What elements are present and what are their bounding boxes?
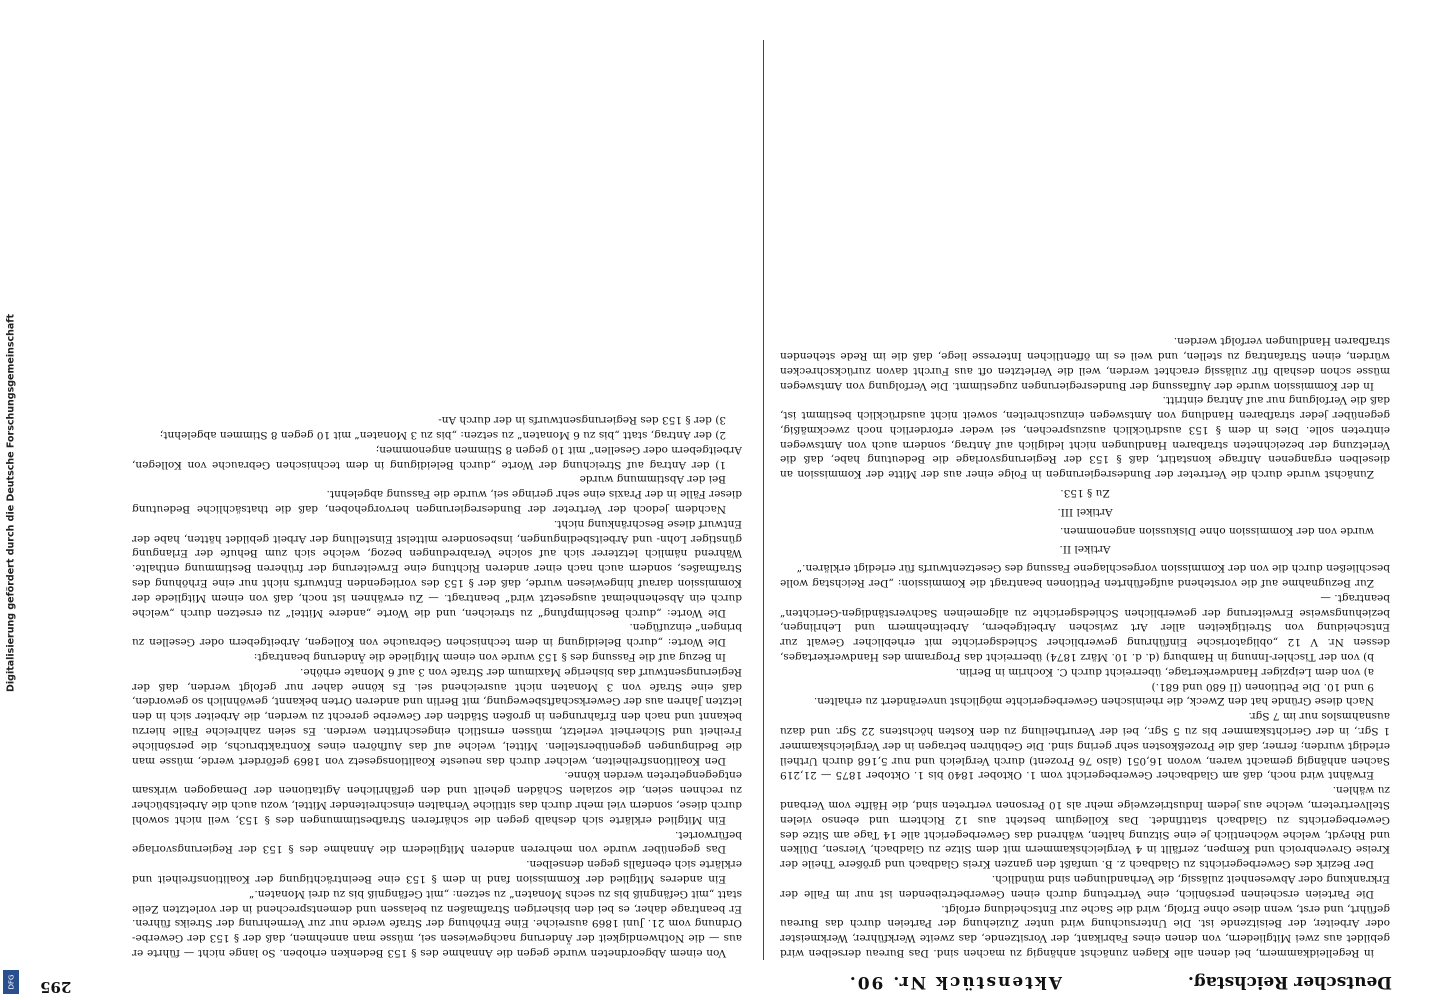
right-paragraph: 1) der Antrag auf Streichung der Worte „durch Beleidigung in dem technischen Gebrauche von Kollegen, Arbeitgebern oder Gesellen“ mit 10 gegen 8 Stimmen angenommen; [132, 443, 742, 471]
right-paragraph: In Bezug auf die Fassung des § 153 wurde von einem Mitgliede die Änderung beantragt: [253, 651, 726, 664]
right-paragraph: Den Koalitionsfreiheiten, welcher durch das neueste Koalitionsgesetz von 1869 gefördert werde, müsse man die Bedingungen gegenüberstellen. Mittel, welche auf das Aufhören eines Kontraktbruchs, die persönliche Freiheit und Sicherheit verletzt, müssen ernstlich eingeschritten werden. Es seien zahlreiche Fälle hierzu bekannt und nach den Erfahrungen in großen Städten der Gewerbe gerecht zu werden, die Arbeiter sich in den letzten Jahren aus der Gewerkschaftsbewegung, mit Berlin und anderen Orten bekannt, gewöhnlich so geworden, daß eine Strafe von 3 Monaten nicht ausreichend sei. Es könne daher nur gefolgt werden, daß der Regierungsentwurf das bisherige Maximum der Strafe von 3 auf 6 Monate erhöhe. [132, 665, 742, 767]
left-paragraph: In der Kommission wurde der Auffassung der Bundesregierungen zugestimmt. Die Verfolgung von Amtswegen müsse schon deshalb für zulässig erachtet werden, weil die Verletzten oft aus Furcht davon zurückschrecken würden, einen Strafantrag zu stellen, und weil es im öffentlichen Interesse liege, daß die im Rede stehenden strafbaren Handlungen verfolgt werden. [780, 335, 1390, 392]
left-paragraph: Zur Bezugnahme auf die vorstehend aufgeführten Petitionen beantragt die Kommission: „Der Reichstag wolle beschließen durch die von der Kommission vorgeschlagene Fassung des Gesetzentwurfs für erledigt erklären.“ [780, 562, 1390, 590]
right-paragraph: Das gegenüber wurde von mehreren anderen Mitgliedern die Annahme des § 153 der Regierungsvorlage befürwortet. [132, 828, 742, 856]
left-paragraph: in Regelleidkammern, bei denen alle Klagen zunächst anhängig zu machen sind. Das Bureau derselben wird gebildet aus zwei Mitgliedern, von denen eines Fabrikant, der Vorsitzende, das zweite Werkführer, Werkmeister oder Arbeiter, der Beisitzende ist. Die Untersuchung wird unter Zuziehung der Parteien durch das Bureau geführt, und erst, wenn diese ohne Erfolg, wird die Sache zur Entscheidung erfolgt. [780, 902, 1390, 959]
left-paragraph: Artikel II. [1059, 543, 1111, 556]
right-paragraph: Ein Mitglied erklärte sich deshalb gegen die schärferen Strafbestimmungen des § 153, weil nicht sowohl durch diese, sondern viel mehr durch das sittliche Verhalten einschreitender Mittel, wozu auch die Arbeitsbücher zu rechnen seien, die sozialen Schäden geheilt und den gefährlichen Agitationen der Demagogen wirksam entgegengetreten werden könne. [132, 769, 742, 826]
right-paragraph: Die Worte: „durch Beleidigung in dem technischen Gebrauche von Kollegen, Arbeitgebern oder Gesellen zu bringen“ einzufügen. [132, 621, 742, 649]
right-paragraph: Von einem Abgeordneten wurde gegen die Annahme des § 153 Bedenken erhoben. So lange nicht — führte er aus — die Nothwendigkeit der Änderung nachgewiesen sei, müsse man annehmen, daß der § 153 der Gewerbe-Ordnung vom 21. Juni 1869 ausreiche. Eine Erhöhung der Strafe werde nur zur Vermehrung der Streiks führen. Er beantrage daher, es bei den bisherigen Strafmaßen zu belassen und dementsprechend in der vorletzten Zeile statt „mit Gefängniß bis zu sechs Monaten“ zu setzen: „mit Gefängniß bis zu drei Monaten.“ [132, 887, 742, 959]
left-paragraph: Erwähnt wird noch, daß am Gladbacher Gewerbegericht vom 1. Oktober 1840 bis 1. Oktober 1875 — 21,219 Sachen anhängig gemacht waren, wovon 16,051 (also 76 Prozent) durch Vergleich und nur 5,168 durch Urtheil erledigt wurden; ferner, daß die Prozeßkosten sehr gering sind. Die Gebühren betragen in der Vergleichskammer 1 Sgr., in der Gerichtskammer bis zu 5 Sgr., bei der Verurtheilung zu den Kosten höchstens 22 Sgr. und dazu ausnahmslos nur im 7 Sgr. [780, 710, 1390, 782]
left-paragraph: 9 und 10. Die Petitionen (II 680 und 681.) [1151, 680, 1374, 693]
right-paragraph: 3) der § 153 des Regierungsentwurfs in der durch An- [438, 414, 726, 427]
header-title: Deutscher Reichstag. [1187, 972, 1392, 992]
left-paragraph: a) von dem Leipziger Handwerkertage, überreicht durch C. Kochrim in Berlin. [955, 665, 1374, 678]
left-paragraph: Der Bezirk des Gewerbegerichts zu Gladbach z. B. umfaßt den ganzen Kreis Gladbach und größere Theile der Kreise Grevenbroich und Kempen, zerfällt in 4 Vergleichskammern mit dem Sitze zu Gladbach, Viersen, Dülken und Rheydt, welche wöchentlich je eine Sitzung halten, während das Gewerbegericht alle 14 Tage am Sitze des Gewerbegerichts zu Gladbach stattfindet. Das Kollegium besteht aus 12 Richtern und ebenso vielen Stellvertretern, welche aus jedem Industriezweige mehr als 10 Personen vertreten sind, die Hälfte vom Verband zu wählen. [780, 784, 1390, 871]
column-right [132, 24, 742, 960]
dfg-logo-text: DFG [7, 974, 15, 990]
right-paragraph: Nachdem jedoch der Vertreter der Bundesregierungen hervorgehoben, daß die thatsächliche Bedeutung dieser Fälle in der Praxis eine sehr geringe sei, wurde die Fassung abgelehnt. [132, 488, 742, 516]
left-paragraph: wurde von der Kommission ohne Diskussion angenommen. [1060, 524, 1374, 537]
page-number: 295 [40, 978, 72, 996]
credit-text: Digitalisierung gefördert durch die Deutsche Forschungsgemeinschaft [5, 314, 17, 692]
left-paragraph: Die Parteien erscheinen persönlich, eine Vertretung durch einen Gewerbetreibenden ist nur im Falle der Erkrankung oder Abwesenheit zulässig, die Verhandlungen sind mündlich. [780, 873, 1390, 900]
right-paragraph: Die Worte: „durch Beschimpfung“ zu streichen, und die Worte „andere Mittel“ zu ersetzen durch „welche durch ein Absehenheimat ausgesetzt wird“ beantragt. — Zu erwähnen ist noch, daß von einem Mitgliede der Kommission darauf hingewiesen wurde, daß der § 153 des vorliegenden Entwurfs nicht nur eine Erhöhung des Strafmaßes, sondern auch nach einer anderen Richtung eine Erweiterung der früheren Bestimmung enthalte. Während nämlich letzterer sich auf solche Verabredungen bezog, welche sich zum Behufe der Erlangung günstiger Lohn- und Arbeitsbedingungen, insbesondere mittelst Einstellung der Arbeit gebildet hätten, habe der Entwurf diese Beschränkung nicht. [132, 517, 742, 619]
right-paragraph: Bei der Abstimmung wurde [579, 473, 726, 486]
left-paragraph: b) von der Tischler-Innung in Hamburg (d. d. 10. März 1874) überreicht das Programm des Handwerkertages, dessen Nr. V 12 „obligatorische Einführung gewerblicher Schiedsgerichte mit erheblicher Gewalt zur Entscheidung von Streitigkeiten aller Art zwischen Arbeitgebern, Arbeitnehmern und Lehrlingen, beziehungsweise Erweiterung der gewerblichen Schiedsgerichte zu allgemeinen Sachverständigen-Gerichten“ beantragt. — [780, 591, 1390, 664]
column-left [780, 24, 1390, 960]
left-paragraph: Artikel III. [1057, 505, 1113, 518]
column-divider [763, 40, 764, 960]
left-paragraph: Zu § 153. [1060, 487, 1110, 500]
running-header [102, 968, 1392, 994]
left-paragraph: Zunächst wurde durch die Vertreter der Bundesregierungen in Folge einer aus der Mitte der Kommission an dieselben ergangenen Anfrage konstatirt, daß § 153 der Regierungsvorlage die Bedeutung habe, daß die Verletzung der bezeichneten strafbaren Handlungen nicht lediglich auf Antrag, sondern auch von Amtswegen eintreten solle. Dies in dem § 153 ausdrücklich auszusprechen, sei weder erforderlich noch zweckmäßig, gegenüber jeder strafbaren Handlung von Amtswegen einzuschreiten, soweit nicht ausdrücklich bestimmt ist, daß die Verfolgung nur auf Antrag eintritt. [780, 394, 1390, 481]
header-document-number: Aktenstück Nr. 90. [847, 972, 1062, 992]
left-paragraph: Nach diese Gründe hat den Zweck, die rheinischen Gewerbegerichte möglichst unverändert zu erhalten. [813, 695, 1374, 708]
right-paragraph: Ein anderes Mitglied der Kommission fand in dem § 153 eine Beeinträchtigung der Koalitionsfreiheit und erklärte sich ebenfalls gegen denselben. [132, 858, 742, 886]
right-paragraph: 2) der Antrag, statt „bis zu 6 Monaten“ zu setzen: „bis zu 3 Monaten“ mit 10 gegen 8 Stimmen abgelehnt; [159, 429, 726, 442]
